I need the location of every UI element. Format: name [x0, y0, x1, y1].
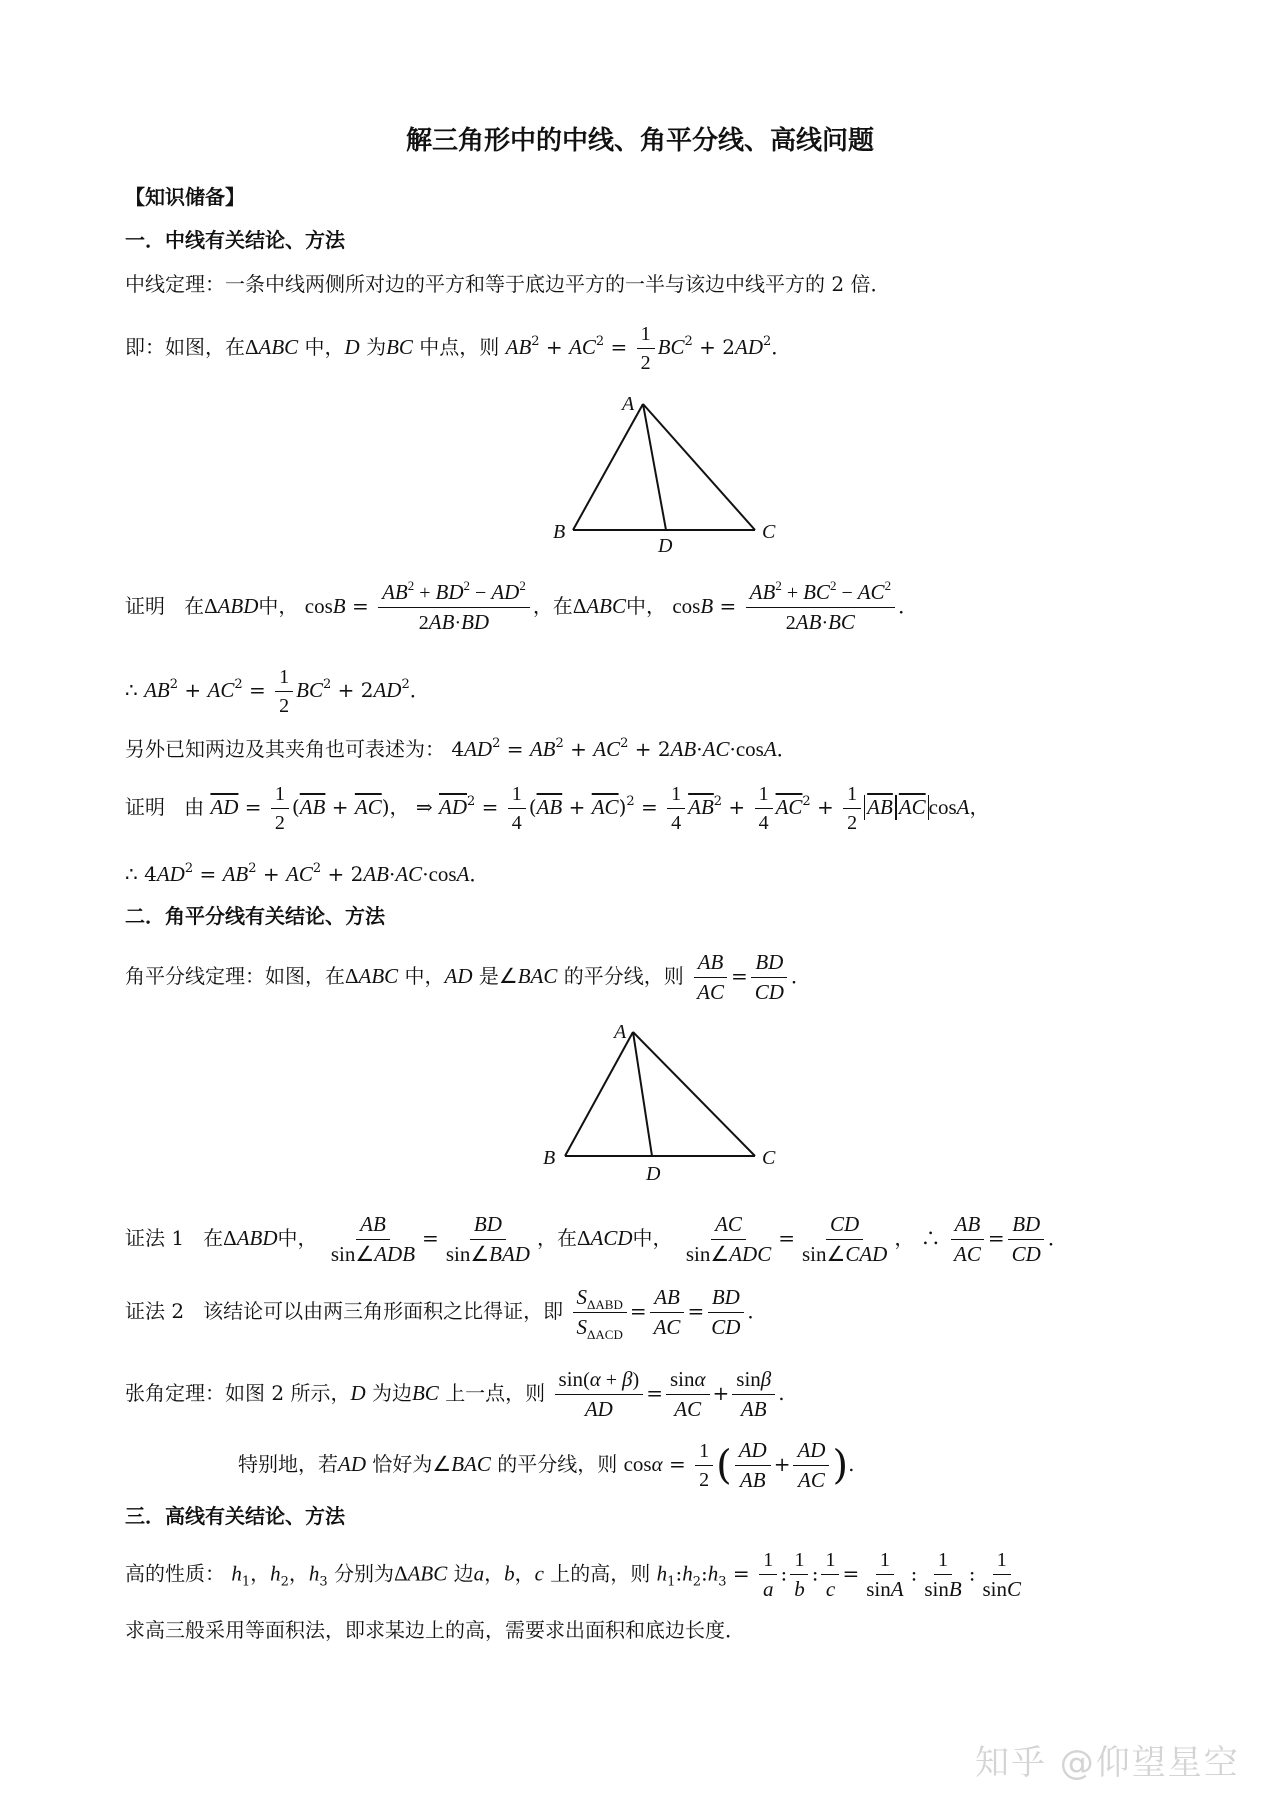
side-ab — [565, 1032, 633, 1156]
side-ac — [633, 1032, 755, 1156]
page-title: 解三角形中的中线、角平分线、高线问题 — [405, 126, 874, 156]
altitude-property: 高的性质： $h_1$，$h_2$，$h_3$ 分别为ΔABC 边a，b，c 上的高，则 $h_1:h_2:h_3$ = $\frac{1}{a}$ : $\frac{1}{b}$ : $\frac{1}{c}$ = $\frac{1}{\sin A}$ : $\frac{1}{\sin B}$ : $\frac{1}{\sin C}$ — [125, 1549, 1021, 1601]
bisector-triangle-figure — [540, 1018, 800, 1188]
section3-heading: 三．高线有关结论、方法 — [125, 1504, 345, 1528]
median-theorem: 中线定理：一条中线两侧所对边的平方和等于底边平方的一半与该边中线平方的 2 倍． — [125, 272, 891, 296]
vertex-label-b: B — [543, 1147, 556, 1169]
side-ac — [643, 404, 755, 530]
zhang-special-case: 特别地，若AD 恰好为∠BAC 的平分线，则 cosα = $\frac{1}{2}$ ( $\frac{AD}{AB}$ + $\frac{AD}{AC}$ ). — [238, 1438, 855, 1493]
side-ab — [573, 404, 643, 530]
vertex-label-c: C — [762, 1147, 776, 1169]
median-proof: 证明 在ΔABD中， cosB = $\frac{AB^2 + BD^2 - AD^2}{2AB\cdot BD}$ ，在ΔABC中， cosB = $\frac{AB^2 + BC^2 - AC^2}{2AB\cdot BC}$ ． — [125, 578, 919, 635]
bisector-proof-2: 证法 2 该结论可以由两三角形面积之比得证，即 $\frac{S_{\Delta ABD}}{S_{\Delta ACD}}$ = $\frac{AB}{AC}$ = $\frac{BD}{CD}$ ． — [125, 1285, 768, 1343]
zhang-theorem: 张角定理：如图 2 所示，D 为边BC 上一点，则 $\frac{\sin(\alpha + \beta)}{AD}$ = $\frac{\sin\alpha}{AC}$ + $\frac{\sin\beta}{AB}$ . — [125, 1367, 785, 1422]
section2-heading: 二．角平分线有关结论、方法 — [125, 904, 385, 928]
vertex-label-a: A — [622, 393, 635, 415]
bisector-proof-1: 证法 1 在ΔABD中， $\frac{AB}{\text{sin∠ADB}}$ = $\frac{BD}{\text{sin∠BAD}}$ ，在ΔACD中， $\frac{AC}{\text{sin∠ADC}}$ = $\frac{CD}{\text{sin∠CAD}}$ ， ∴ $\frac{AB}{AC}$ = $\frac{BD}{CD}$ ． — [125, 1212, 1068, 1267]
section1-heading: 一．中线有关结论、方法 — [125, 228, 345, 252]
bisector-ad — [633, 1032, 652, 1156]
median-alt-form: 另外已知两边及其夹角也可表述为： $4AD^2 = AB^2 + AC^2 + 2AB\cdot AC\cdot\cos A$． — [125, 736, 797, 761]
watermark: 知乎 @仰望星空 — [975, 1743, 1240, 1783]
vertex-label-a: A — [614, 1021, 627, 1043]
median-ad — [643, 404, 666, 530]
knowledge-label: 【知识储备】 — [125, 185, 245, 209]
median-statement: 即：如图，在ΔABC 中，D 为BC 中点，则 $AB^2 + AC^2$ = $\frac{1}{2}$ $BC^2 + 2AD^2$． — [125, 323, 792, 374]
vertex-label-b: B — [553, 521, 566, 543]
median-conclusion: ∴ $AB^2 + AC^2$ = $\frac{1}{2}$ $BC^2 + 2AD^2$． — [125, 666, 430, 717]
vector-conclusion: ∴ $4AD^2 = AB^2 + AC^2 + 2AB\cdot AC\cdot\cos A$． — [125, 861, 490, 886]
vertex-label-c: C — [762, 521, 776, 543]
vector-proof: 证明 由 $\overline{AD}$ = $\frac{1}{2}$ $(\overline{AB} + \overline{AC})$， ⇒ $\overline{AD}^2$ = $\frac{1}{4}$ $(\overline{AB} + \overline{AC})^2$ = $\frac{1}{4}$ $\overline{AB}^2$ + $\frac{1}{4}$ $\overline{AC}^2$ + $\frac{1}{2}$ $\overline{AB}$ $\overline{AC}$ cosA， — [125, 783, 990, 834]
bisector-theorem: 角平分线定理：如图，在ΔABC 中，AD 是∠BAC 的平分线，则 $\frac{AB}{AC}$ = $\frac{BD}{CD}$ ． — [125, 950, 811, 1005]
vertex-label-d: D — [646, 1163, 661, 1185]
median-triangle-figure — [550, 390, 800, 555]
vertex-label-d: D — [658, 535, 673, 555]
altitude-method: 求高三般采用等面积法，即求某边上的高，需要求出面积和底边长度． — [125, 1618, 745, 1642]
